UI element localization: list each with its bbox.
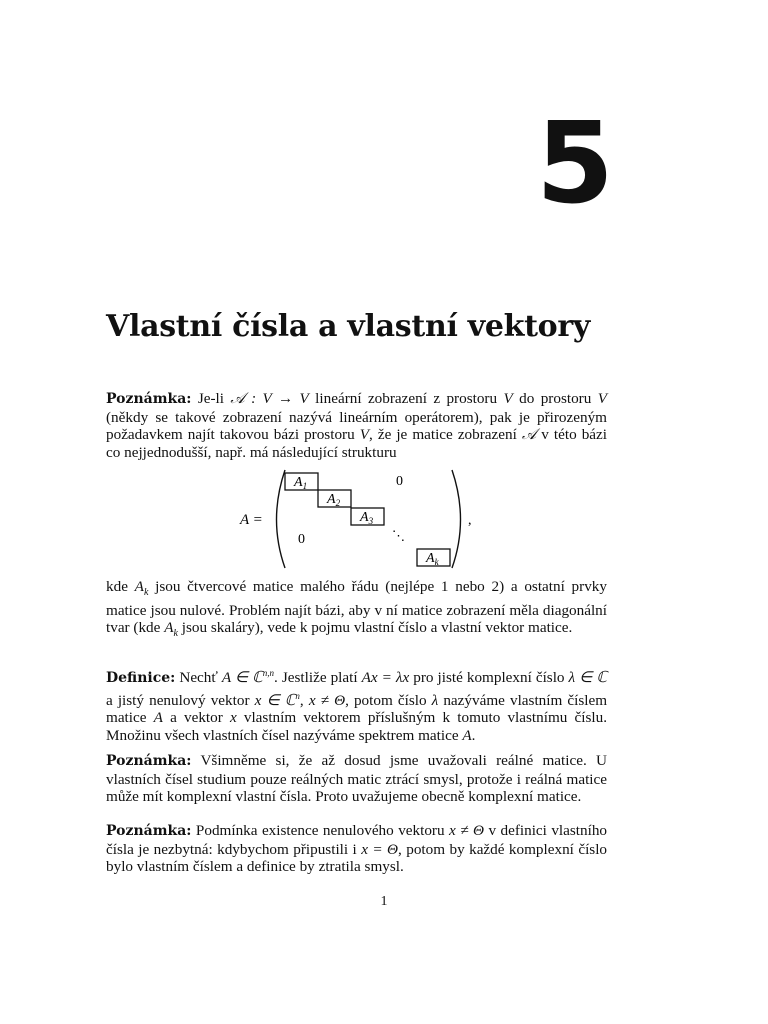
right-paren — [452, 470, 461, 568]
definition-paragraph: Definice: Nechť A ∈ ℂ$^{n,n}$. Jestliže platí Ax = λx pro jisté komplexní číslo λ ∈ ℂ a jistý nenulový vektor x ∈ ℂ$^n$, x ≠ Θ, potom číslo λ nazýváme vlastním číslem matice A a vektor x vlastním vektorem příslušným k tomuto vlastnímu číslu. Množinu všech vlastních čísel nazýváme spektrem matice A. — [106, 668, 608, 744]
math-inline: x ≠ Θ — [449, 822, 484, 839]
math-inline: V — [503, 390, 513, 407]
block-ak-label: $A_k$ — [426, 551, 439, 567]
math-inline: 𝒜 — [521, 426, 537, 444]
block-a2-label: $A_2$ — [327, 492, 341, 508]
math-inline: V — [597, 390, 607, 407]
math-inline: x = Θ — [361, 840, 399, 858]
math-inline: A — [462, 726, 472, 744]
note-paragraph-1: Poznámka: Je-li 𝒜 : V → V lineární zobrazení z prostoru V do prostoru V (někdy se takové zobrazení nazývá lineárním operátorem), pak je přirozeným požadavkem najít takovou bázi prostoru V, že je matice zobrazení 𝒜 v této bázi co nejjednodušší, např. má následující strukturu — [106, 390, 607, 461]
block-diagonal-matrix — [230, 468, 490, 572]
chapter-number: 5 — [536, 99, 614, 229]
math-inline: x — [229, 709, 237, 727]
block-a1-label: $A_1$ — [294, 475, 308, 491]
note-paragraph-3: Poznámka: Podmínka existence nenulového vektoru x ≠ Θ v definici vlastního čísla je nezbytná: kdybychom připustili i x = Θ, potom by každé komplexní číslo bylo vlastním číslem a definice by ztratila smysl. — [106, 822, 608, 876]
math-inline: $A_k$ — [134, 578, 149, 599]
matrix-dots: ⋱ — [392, 529, 405, 544]
left-paren — [277, 470, 286, 568]
definition-label: Definice: — [106, 670, 176, 687]
matrix-zero-lower: 0 — [298, 532, 305, 547]
explanation-paragraph: kde $A_k$ jsou čtvercové matice malého řádu (nejlépe 1 nebo 2) a ostatní prvky matice jsou nulové. Problém najít bázi, aby v ní matice zobrazení měla diagonální tvar (kde $A_k$ jsou skaláry), vede k pojmu vlastní číslo a vlastní vektor matice. — [106, 578, 607, 640]
note-paragraph-2: Poznámka: Všimněme si, že až dosud jsme uvažovali reálné matice. U vlastních čísel studium pouze reálných matic ztrácí smysl, protože i reálná matice může mít komplexní vlastní čísla. Proto uvažujeme obecně komplexní matice. — [106, 752, 607, 806]
math-inline: λ — [431, 691, 439, 709]
math-inline: x ≠ Θ — [308, 691, 346, 709]
math-inline: A — [153, 709, 163, 727]
chapter-title: Vlastní čísla a vlastní vektory — [106, 309, 591, 344]
math-inline: x ∈ ℂ$^n$ — [254, 690, 300, 709]
note-label: Poznámka: — [106, 823, 192, 839]
math-inline: 𝒜 : V → V — [230, 390, 309, 407]
note-label: Poznámka: — [106, 391, 192, 407]
matrix-zero-upper: 0 — [396, 474, 403, 489]
note-label: Poznámka: — [106, 753, 192, 769]
matrix-figure — [230, 468, 490, 572]
math-inline: Ax = λx — [361, 669, 410, 687]
math-inline: V — [359, 426, 369, 444]
block-a3-label: $A_3$ — [360, 510, 374, 526]
math-inline: λ ∈ ℂ — [568, 669, 607, 687]
math-inline: $A_k$ — [164, 619, 178, 640]
math-inline: A ∈ ℂ$^{n,n}$ — [221, 668, 275, 687]
matrix-trailing-comma: , — [468, 513, 472, 528]
matrix-lhs: A = — [240, 512, 263, 528]
page-number: 1 — [380, 894, 388, 909]
